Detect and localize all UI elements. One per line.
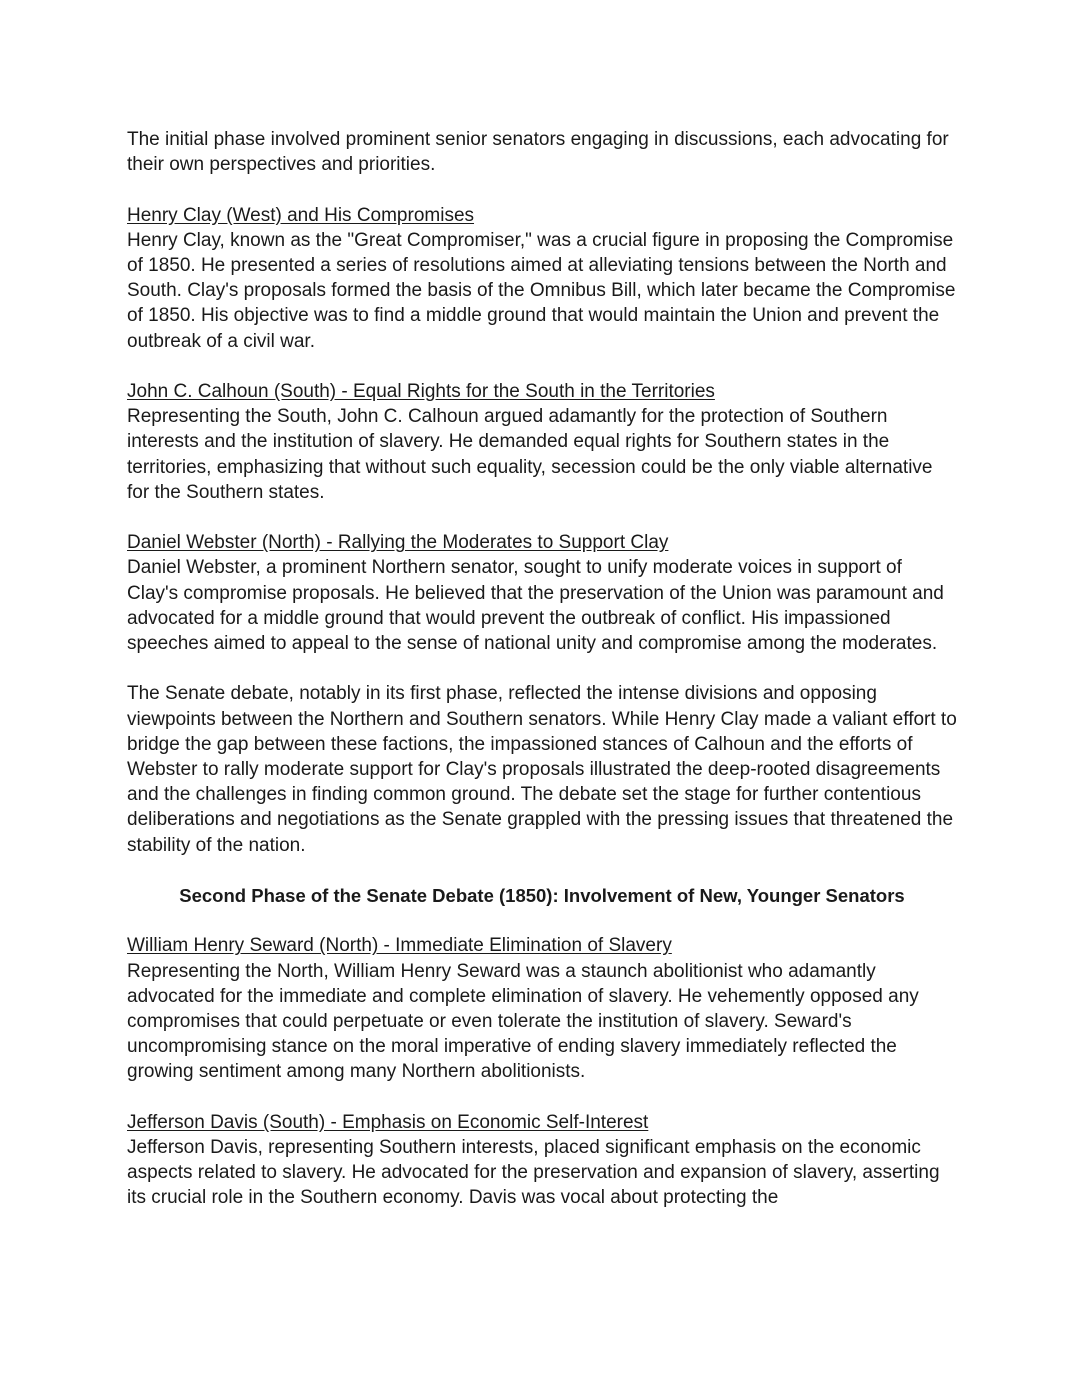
summary-paragraph: The Senate debate, notably in its first phase, reflected the intense divisions and opposing viewpoints between the Northern and Southern senators. While Henry Clay made a valiant effort to bridge the gap between these factions, the impassioned stances of Calhoun and the efforts of Webster to rally moderate support for Clay's proposals illustrated the deep-rooted disagreements and the challenges in finding common ground. The debate set the stage for further contentious deliberations and negotiations as the Senate grappled with the pressing issues that threatened the stability of the nation. [127, 683, 957, 856]
section-henry-clay [127, 203, 957, 354]
section-heading: Jefferson Davis (South) - Emphasis on Economic Self-Interest [127, 1111, 649, 1133]
section-heading: William Henry Seward (North) - Immediate Elimination of Slavery [127, 935, 672, 957]
section-calhoun [127, 379, 957, 505]
section-body: Henry Clay, known as the "Great Compromiser," was a crucial figure in proposing the Compromise of 1850. He presented a series of resolutions aimed at alleviating tensions between the North and South. Clay's proposals formed the basis of the Omnibus Bill, which later became the Compromise of 1850. His objective was to find a middle ground that would maintain the Union and prevent the outbreak of a civil war. [127, 229, 956, 352]
section-heading: John C. Calhoun (South) - Equal Rights for the South in the Territories [127, 381, 715, 402]
section-heading: Daniel Webster (North) - Rallying the Moderates to Support Clay [127, 532, 669, 554]
second-phase-title: Second Phase of the Senate Debate (1850): Involvement of New, Younger Senators [179, 885, 905, 907]
intro-paragraph: The initial phase involved prominent senior senators engaging in discussions, each advocating for their own perspectives and priorities. [127, 129, 949, 176]
section-body: Representing the North, William Henry Seward was a staunch abolitionist who adamantly advocated for the immediate and complete elimination of slavery. He vehemently opposed any compromises that could perpetuate or even tolerate the institution of slavery. Seward's uncompromising stance on the moral imperative of ending slavery immediately reflected the growing sentiment among many Northern abolitionists. [127, 960, 919, 1083]
section-body: Jefferson Davis, representing Southern interests, placed significant emphasis on the economic aspects related to slavery. He advocated for the preservation and expansion of slavery, asserting its crucial role in the Southern economy. Davis was vocal about protecting the [127, 1137, 940, 1209]
section-seward [127, 933, 957, 1084]
document-page [127, 127, 957, 1236]
section-heading: Henry Clay (West) and His Compromises [127, 204, 475, 226]
section-body: Representing the South, John C. Calhoun argued adamantly for the protection of Southern interests and the institution of slavery. He demanded equal rights for Southern states in the territories, emphasizing that without such equality, secession could be the only viable alternative for the Southern states. [127, 406, 933, 503]
section-davis [127, 1110, 957, 1211]
section-webster [127, 530, 957, 656]
section-body: Daniel Webster, a prominent Northern senator, sought to unify moderate voices in support of Clay's compromise proposals. He believed that the preservation of the Union was paramount and advocated for a middle ground that would prevent the outbreak of conflict. His impassioned speeches aimed to appeal to the sense of national unity and compromise among the moderates. [127, 557, 944, 655]
